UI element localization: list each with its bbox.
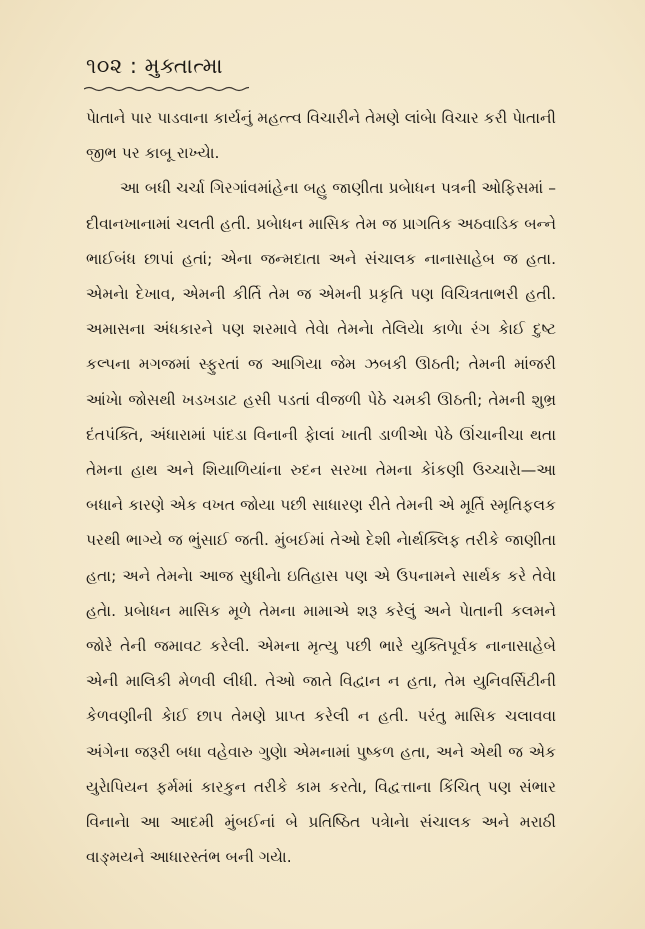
- running-head: ૧૦૨ : મુક્તાત્મા: [86, 54, 224, 78]
- body-text: [86, 101, 556, 875]
- wavy-underline: [84, 86, 249, 92]
- paragraph-continued: પેાતાને પાર પાડવાના કાર્યનું મહત્ત્વ વિચારીને તેમણે લાંબેા વિચાર કરી પેાતાની જીભ પર કાબૂ રાખ્યેા.: [86, 109, 556, 163]
- paragraph-main: આ બધી ચર્ચા ગિરગાંવમાંહેના બહુ જાણીતા પ્રબેાધન પત્રની ઓફિસમાં – દીવાનખાનામાં ચલતી હતી. પ્રબેાધન માસિક તેમ જ પ્રાગતિક અઠવાડિક બન્ને ભાઈબંધ છાપાં હતાં; એના જન્મદાતા અને સંચાલક નાનાસાહેબ જ હતા. એમનેા દેખાવ, એમની કીર્તિ તેમ જ એમની પ્રકૃતિ પણ વિચિત્રતાભરી હતી. અમાસના અંધકારને પણ શરમાવે તેવેા તેમનેા તેલિયેા કાળેા રંગ કેાઈ દુષ્ટ કલ્પના મગજમાં સ્ફુરતાં જ આગિયા જેમ ઝબકી ઊઠતી; તેમની માંજરી આંખેા જોસથી ખડખડાટ હસી પડતાં વીજળી પેઠે ચમકી ઊઠતી; તેમની શુભ્ર દંતપંક્તિ, અંધારામાં પાંદડા વિનાની ફેાલાં ખાતી ડાળીએા પેઠે ઊંચાનીચા થતા તેમના હાથ અને શિયાળિયાંના રુદન સરખા તેમના કેાંકણી ઉચ્ચારેા—આ બધાને કારણે એક વખત જોયા પછી સાધારણ રીતે તેમની એ મૂર્તિ સ્મૃતિફલક પરથી ભાગ્યે જ ભુંસાઈ જતી. મુંબઈમાં તેઓ દેશી નેાર્થક્લિફ તરીકે જાણીતા હતા; અને તેમનેા આજ સુધીનેા ઇતિહાસ પણ એ ઉપનામને સાર્થક કરે તેવેા હતેા. પ્રબેાધન માસિક મૂળે તેમના મામાએ શરૂ કરેલું અને પેાતાની કલમને જોરે તેની જમાવટ કરેલી. એમના મૃત્યુ પછી ભારે યુક્તિપૂર્વક નાનાસાહેબે એની માલિકી મેળવી લીધી. તેઓ જાતે વિદ્વાન ન હતા, તેમ યુનિવર્સિટીની કેળવણીની કેાઈ છાપ તેમણે પ્રાપ્ત કરેલી ન હતી. પરંતુ માસિક ચલાવવા અંગેના જરૂરી બધા વહેવારુ ગુણેા એમનામાં પુષ્કળ હતા, અને એથી જ એક યુરેાપિયન ફર્મમાં કારકુન તરીકે કામ કરતેા, વિદ્વત્તાના કિંચિત્ પણ સંભાર વિનાનેા આ આદમી મુંબઈનાં બે પ્રતિષ્ઠિત પત્રેાનેા સંચાલક અને મરાઠી વાઙ્મયને આધારસ્તંભ બની ગયેા.: [86, 179, 556, 867]
